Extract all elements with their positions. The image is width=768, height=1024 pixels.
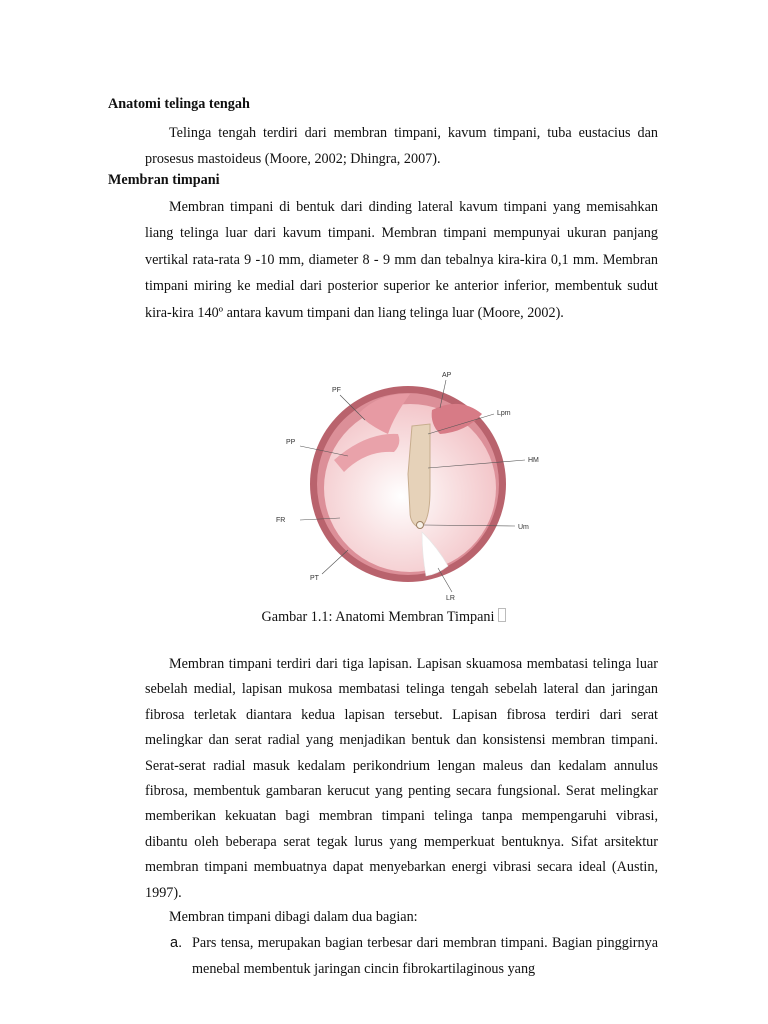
section-heading-anatomy: Anatomi telinga tengah [108, 96, 250, 112]
section-heading-membrane: Membran timpani [108, 172, 220, 188]
label-pp: PP [286, 439, 296, 446]
malleus-handle [408, 424, 430, 528]
label-fr: FR [276, 517, 286, 524]
label-hm: HM [528, 457, 539, 464]
paragraph-membrane-parts: Membran timpani dibagi dalam dua bagian: [169, 909, 418, 925]
tympanic-membrane-illustration [270, 362, 560, 604]
list-item-pars-tensa: Pars tensa, merupakan bagian terbesar dari membran timpani. Bagian pinggirnya menebal membentuk jaringan cincin fibrokartilaginous yang [192, 935, 658, 977]
label-pt: PT [310, 575, 319, 582]
label-pf: PF [332, 387, 341, 394]
label-um: Um [518, 524, 529, 531]
caption-marker-icon [498, 608, 506, 622]
list-marker-a: a. [170, 935, 183, 951]
tympanic-membrane-figure [270, 362, 560, 604]
umbo [417, 522, 424, 529]
label-ap: AP [442, 372, 452, 379]
label-lr: LR [446, 595, 455, 602]
figure-caption [0, 608, 768, 626]
paragraph-anatomy-intro: Telinga tengah terdiri dari membran timpani, kavum timpani, tuba eustacius dan prosesus mastoideus (Moore, 2002; Dhingra, 2007). [145, 125, 658, 167]
figure-caption-text: Gambar 1.1: Anatomi Membran Timpani [261, 609, 495, 625]
label-lpm: Lpm [497, 410, 511, 417]
paragraph-membrane-layers: Membran timpani terdiri dari tiga lapisan. Lapisan skuamosa membatasi telinga luar sebelah medial, lapisan mukosa membatasi telinga tengah sebelah lateral dan jaringan fibrosa terletak diantara kedua lapisan tersebut. Lapisan fibrosa terdiri dari serat melingkar dan serat radial yang menjadikan bentuk dan konsistensi membran timpani. Serat-serat radial masuk kedalam perikondrium lengan maleus dan kedalam annulus fibrosa, membentuk gambaran kerucut yang penting secara fungsional. Serat melingkar memberikan kekuatan bagi membran timpani telinga tanpa mempengaruhi vibrasi, dibantu oleh beberapa serat tegak lurus yang memperkuat bentuknya. Sifat arsitektur membran timpani membuatnya dapat menyebarkan energi vibrasi secara ideal (Austin, 1997). [145, 656, 658, 901]
paragraph-membrane-description: Membran timpani di bentuk dari dinding lateral kavum timpani yang memisahkan liang telinga luar dari kavum timpani. Membran timpani mempunyai ukuran panjang vertikal rata-rata 9 -10 mm, diameter 8 - 9 mm dan tebalnya kira-kira 0,1 mm. Membran timpani miring ke medial dari posterior superior ke anterior inferior, membentuk sudut kira-kira 140º antara kavum timpani dan liang telinga luar (Moore, 2002). [145, 199, 658, 321]
